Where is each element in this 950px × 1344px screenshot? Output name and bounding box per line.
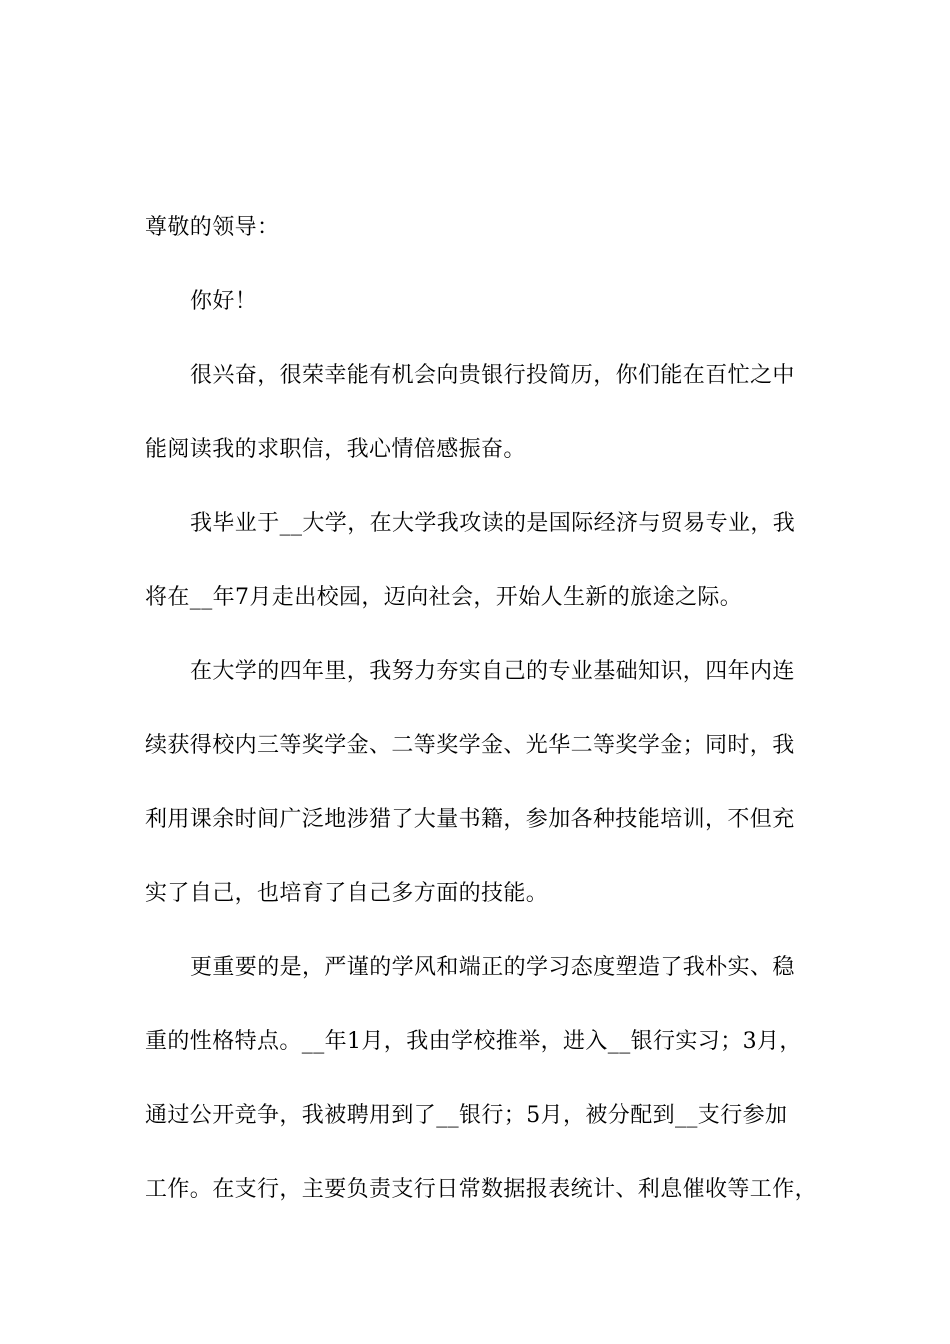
paragraph-4-line-4: 工作。在支行，主要负责支行日常数据报表统计、利息催收等工作，	[145, 1177, 818, 1202]
paragraph-3-line-1: 在大学的四年里，我努力夯实自己的专业基础知识，四年内连	[190, 659, 795, 684]
paragraph-2-line-1: 我毕业于__大学，在大学我攻读的是国际经济与贸易专业，我	[190, 511, 796, 536]
paragraph-4-line-1: 更重要的是，严谨的学风和端正的学习态度塑造了我朴实、稳	[190, 955, 795, 980]
paragraph-4-line-2: 重的性格特点。__年1月，我由学校推举，进入__银行实习；3月，	[145, 1029, 802, 1054]
paragraph-2-line-2: 将在__年7月走出校园，迈向社会，开始人生新的旅途之际。	[145, 585, 743, 610]
greeting: 你好！	[190, 289, 258, 314]
paragraph-4-line-3: 通过公开竞争，我被聘用到了__银行；5月，被分配到__支行参加	[145, 1103, 788, 1128]
paragraph-1-line-1: 很兴奋，很荣幸能有机会向贵银行投简历，你们能在百忙之中	[190, 363, 795, 388]
paragraph-3-line-2: 续获得校内三等奖学金、二等奖学金、光华二等奖学金；同时，我	[145, 733, 795, 758]
paragraph-3-line-3: 利用课余时间广泛地涉猎了大量书籍，参加各种技能培训，不但充	[145, 807, 795, 832]
paragraph-1-line-2: 能阅读我的求职信，我心情倍感振奋。	[145, 437, 526, 462]
paragraph-3-line-4: 实了自己，也培育了自己多方面的技能。	[145, 881, 549, 906]
salutation: 尊敬的领导：	[145, 215, 280, 240]
